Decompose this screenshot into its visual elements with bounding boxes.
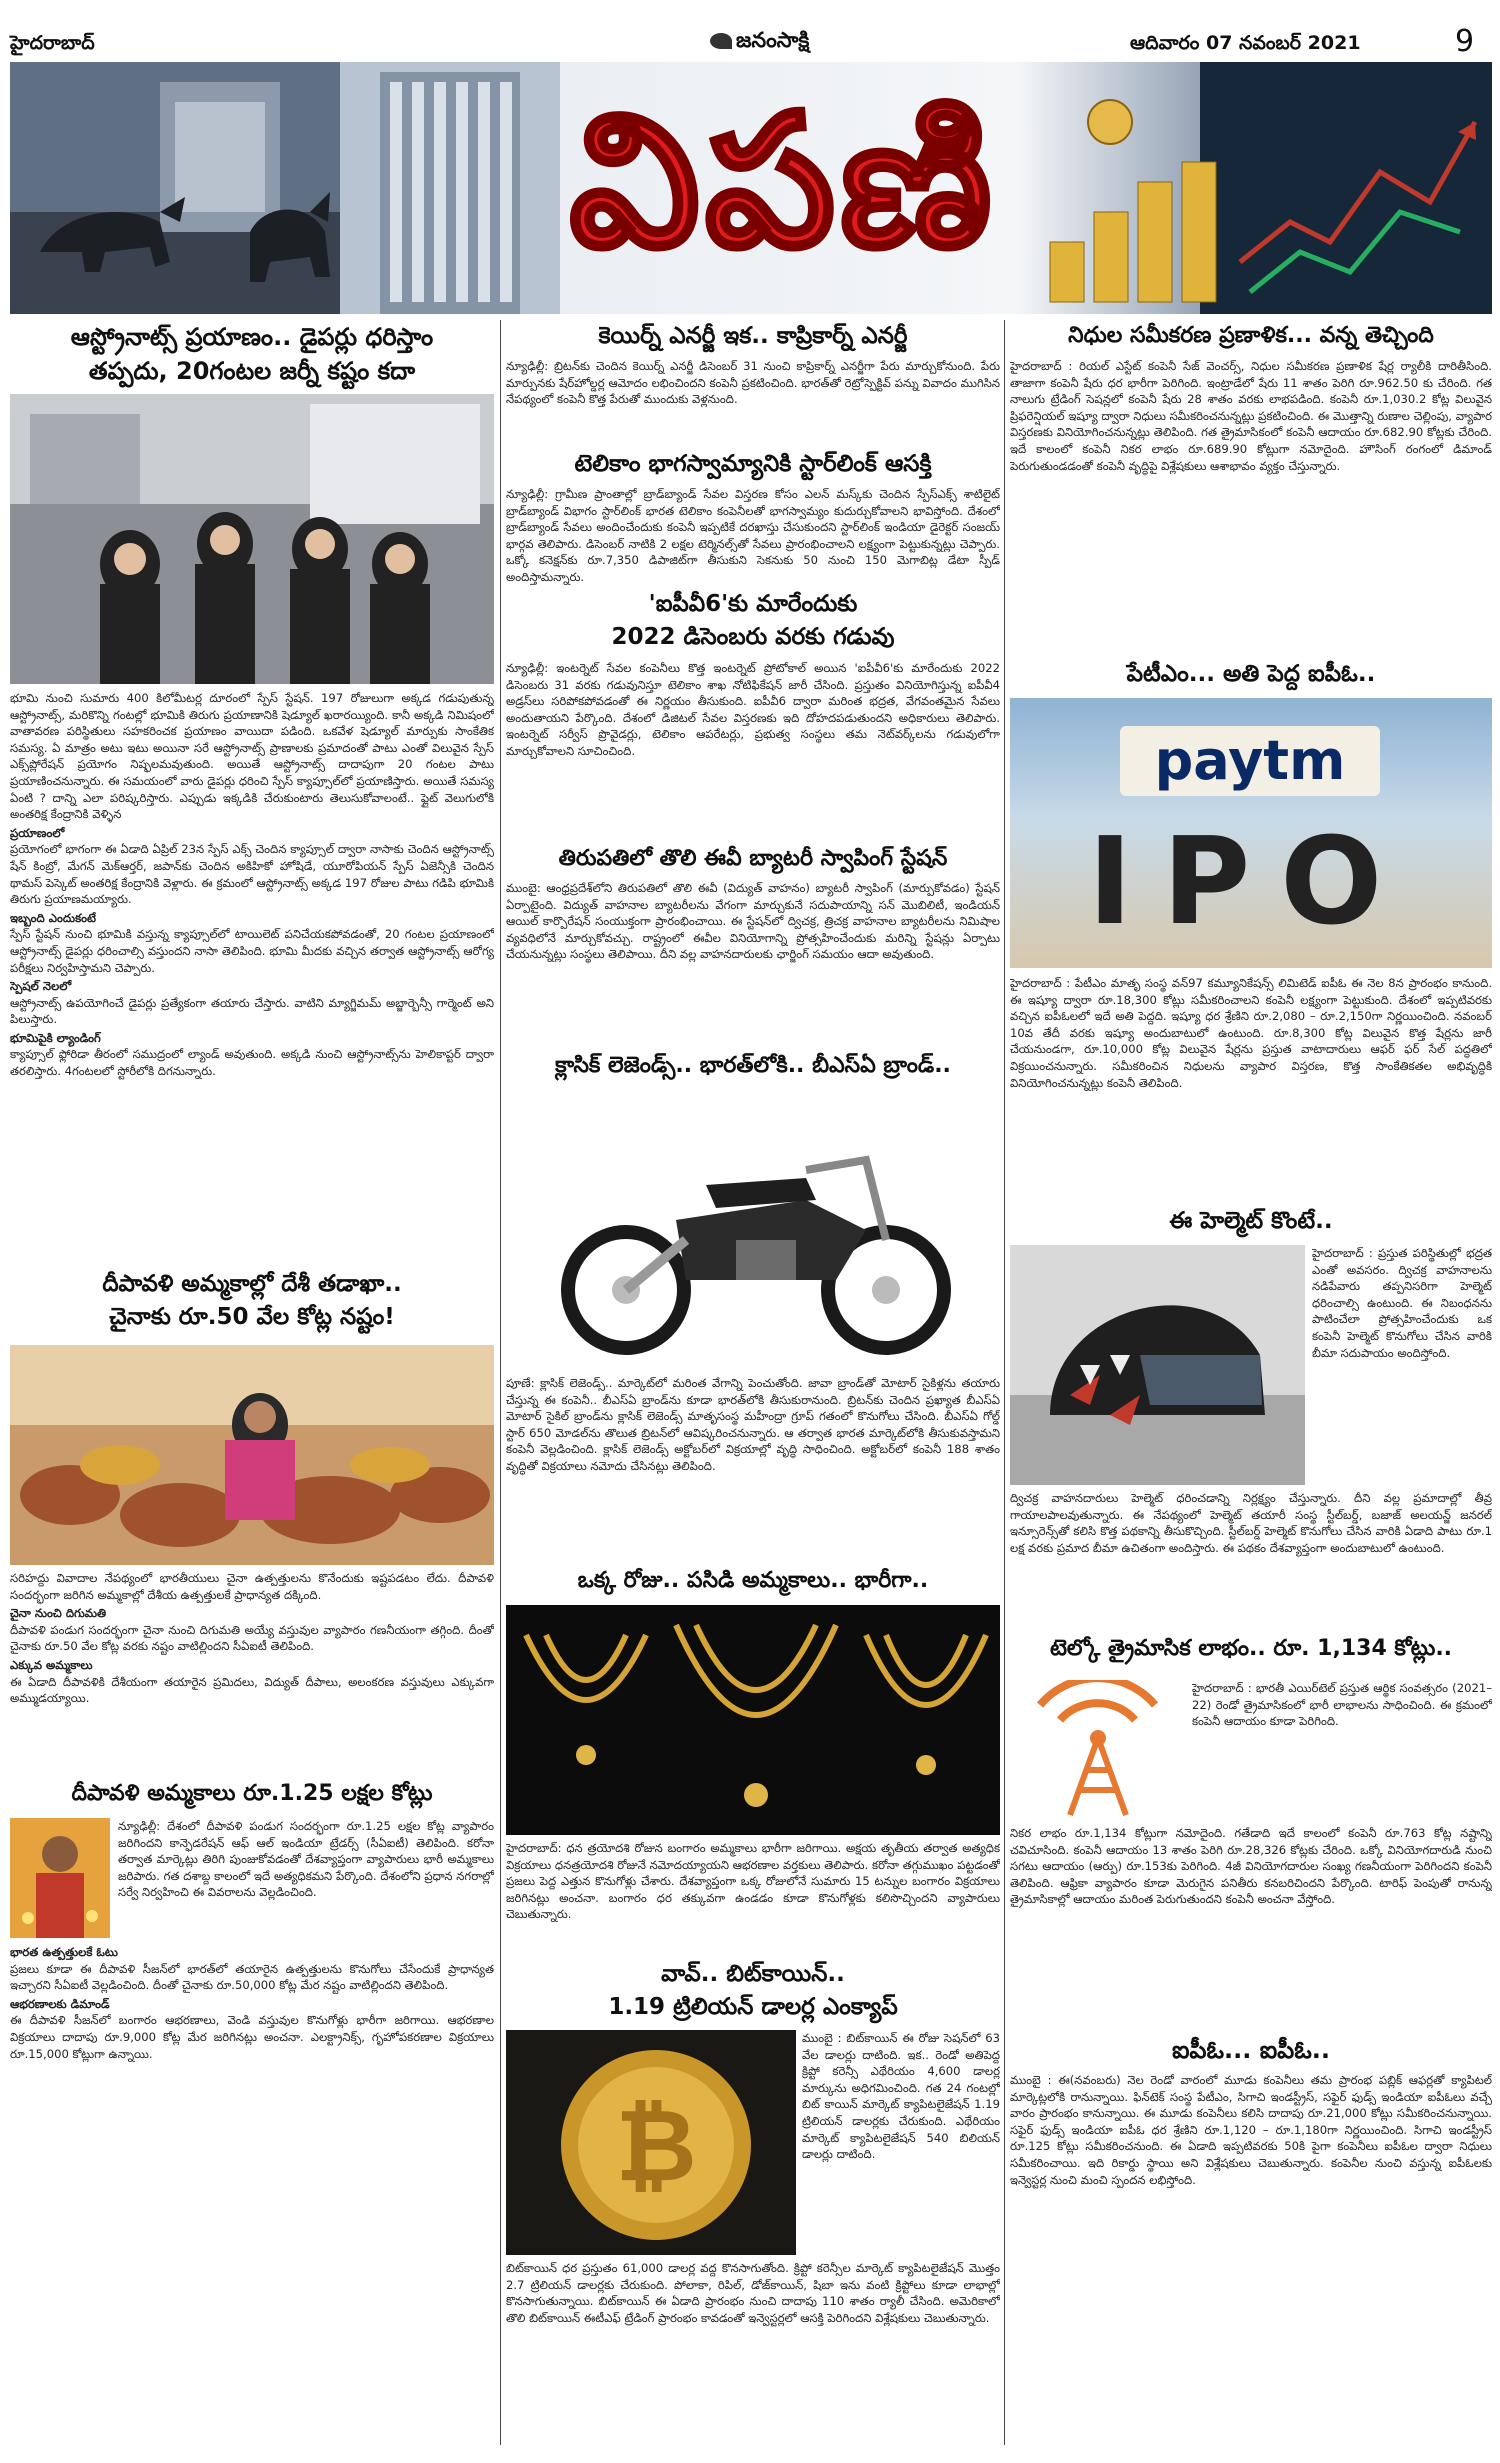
section-title: విపణి (570, 75, 998, 287)
astronauts-subhead-2: ఇబ్బంది ఎందుకంటే (10, 910, 96, 925)
diwali-sales-lead-text: న్యూఢిల్లీ: దేశంలో దీపావళి పండుగ సందర్భంగా రూ.1.25 లక్షల కోట్ల వ్యాపారం జరిగిందని కాన్ఫెడరేషన్‌ ఆఫ్‌ ఆల్‌ ఇండియా ట్రేడర్స్‌ (సీఏఐటీ) తెలిపింది. కరోనా తర్వాత మార్కెట్లు తిరిగి పుంజుకోవడంతో దేశవ్యాప్తంగా వ్యాపారులు భారీ అమ్మకాలు జరిపారు. గత దశాబ్ద కాలంలో ఇదే అత్యధికమని పేర్కొంది. దేశంలోని ప్రధాన నగరాల్లో సర్వే నిర్వహించి ఈ వివరాలను వెల్లడించింది. (118, 1819, 494, 1900)
diwali-lamps-photo (10, 1345, 494, 1565)
astronauts-body-text-4: ఆస్ట్రోనాట్స్‌ ఉపయోగించే డైపర్లు ప్రత్యేకంగా తయారు చేస్తారు. వాటిని మ్యాగ్జిమమ్‌ అబ్జార్బెన్సీ గార్మెంట్‌ అని పిలుస్తారు. (10, 995, 494, 1027)
gold-headline: ఒక్క రోజు.. పసిడి అమ్మకాలు.. భారీగా.. (577, 1568, 929, 1593)
ipv6-headline-1: 'ఐపీవీ6'కు మారేందుకు (648, 591, 858, 617)
astronauts-photo (10, 394, 494, 684)
astronauts-body-text-1: భూమి నుంచి సుమారు 400 కిలోమీటర్ల దూరంలో స్పేస్‌ స్టేషన్‌. 197 రోజులుగా అక్కడ గడుపుతున్న ఆస్ట్రోనాట్స్‌, మరికొన్ని గంటల్లో భూమికి తిరుగు ప్రయాణానికి షెడ్యూల్‌ ఖరారయ్యింది. కానీ అక్కడి నిమిషంలో వాతావరణ పరిస్థితులు సహకరించక ప్రయాణం వాయిదా పడింది. ఒకవేళ షెడ్యూల్‌ మార్పుకు సాంకేతిక సమస్య. ఏ మాత్రం అటు ఇటు అయినా సరే ఆస్ట్రోనాట్స్‌ ప్రాణాలకు ప్రమాదంతో పాటు ఎంతో విలువైన స్పేస్‌ ఎక్స్‌ప్లోరేషన్‌ ప్రయోగం నిష్ఫలమవుతుంది. అయితే ఆస్ట్రోనాట్స్‌ దాదాపుగా 20 గంటల పాటు ప్రయాణించనున్నారు. ఈ సమయంలో వారు డైపర్లు ధరించి స్పేస్‌ క్యాప్సూల్‌లో ప్రయాణిస్తారు. అయితే సమస్య ఏంటి ? దాన్ని ఎలా పరిష్కరిస్తారు. ఎప్పుడు ఇక్కడికి చేరుకుంటారు తెలుసుకోవాలంటే.. ఫ్లైట్‌ వెలుగులోకి అంతరిక్ష కేంద్రానికి వెళ్ళిన (10, 691, 494, 822)
brand-logo-icon (710, 33, 732, 49)
bitcoin-side-body-text: ముంబై : బిట్‌కాయిన్‌ ఈ రోజు సెషన్‌లో 63 వేల డాలర్లు దాటింది. ఇక.. రెండో అతిపెద్ద క్రిప్టో కరెన్సీ ఎథేరియం 4,600 డాలర్ల మార్కును అధిగమించింది. గత 24 గంటల్లో బిట్‌ కాయిన్‌ మార్కెట్‌ క్యాపిటలైజేషన్‌ 1.19 ట్రిలియన్‌ డాలర్లకు చేరుకుంది. ఎథేరియం మార్కెట్‌ క్యాపిటలైజేషన్‌ 540 బిలియన్‌ డాలర్లు దాటింది. (802, 2031, 1000, 2162)
diwali-china-body-text-2: దీపావళి పండుగ సందర్భంగా చైనా నుంచి దిగుమతి అయ్యే వస్తువుల వ్యాపారం గణనీయంగా తగ్గింది. దీంతో చైనాకు రూ.50 వేల కోట్ల వరకు నష్టం వాటిల్లిందని సీఏఐటీ తెలిపింది. (10, 1622, 494, 1654)
bitcoin-side-body (802, 2030, 1000, 2255)
cairn-body (506, 358, 1000, 446)
starlink-body-text: న్యూఢిల్లీ: గ్రామీణ ప్రాంతాల్లో బ్రాడ్‌బ్యాండ్‌ సేవల విస్తరణ కోసం ఎలన్‌ మస్క్‌కు చెందిన స్పేస్‌ఎక్స్‌ శాటిలైట్‌ బ్రాడ్‌బ్యాండ్‌ విభాగం స్టార్‌లింక్‌ భారత టెలికాం కంపెనీలతో భాగస్వామ్యం కుదుర్చుకోవాలని భావిస్తోంది. దేశంలో బ్రాడ్‌బ్యాండ్‌ సేవలు అందించేందుకు కంపెనీ ఇప్పటికే దరఖాస్తు చేసుకుందని స్టార్‌లింక్‌ ఇండియా డైరెక్టర్‌ సంజయ్‌ భార్గవ తెలిపారు. డిసెంబర్‌ నాటికి 2 లక్షల టెర్మినల్స్‌తో సేవలు ప్రారంభించాలని లక్ష్యంగా పెట్టుకున్నట్లు చెప్పారు. ఒక్కో కనెక్షన్‌కు రూ.7,350 డిపాజిట్‌గా తీసుకుని సెకనుకు 50 నుంచి 150 మెగాబిట్ల డేటా స్పీడ్‌ అందిస్తామన్నారు. (506, 487, 1000, 584)
page-number: 9 (1455, 24, 1475, 59)
diwali-woman-photo (10, 1818, 110, 1938)
battery-swap-body-text: ముంబై: ఆంధ్రప్రదేశ్‌లోని తిరుపతిలో తొలి ఈవీ (విద్యుత్‌ వాహనం) బ్యాటరీ స్వాపింగ్‌ (మార్పుకోవడం) స్టేషన్‌ ఏర్పాటైంది. విద్యుత్‌ వాహనాల బ్యాటరీలను వేగంగా మార్చుకునే సదుపాయాన్ని సన్‌ మొబిలిటీ, ఇండియన్‌ ఆయిల్‌ కార్పొరేషన్‌ సంయుక్తంగా ప్రారంభించాయి. ఈ స్టేషన్‌లో ద్విచక్ర, త్రిచక్ర వాహనాల బ్యాటరీలను నిమిషాల వ్యవధిలోనే మార్చుకోవచ్చు. రాష్ట్రంలో ఈవీల వినియోగాన్ని ప్రోత్సహించేందుకు మరిన్ని స్టేషన్లు ఏర్పాటు చేయనున్నట్లు సంస్థలు తెలిపాయి. దీని వల్ల వాహనదారులకు ఛార్జింగ్‌ సమయం ఆదా అవుతుంది. (506, 881, 1000, 962)
ipo-word: IPO (1087, 813, 1413, 952)
astronauts-body (10, 690, 494, 1315)
helmet-body (1010, 1490, 1492, 1630)
astronauts-body-text-2: ప్రయోగంలో భాగంగా ఈ ఏడాది ఏప్రిల్‌ 23న స్పేస్‌ ఎక్స్‌ చెందిన క్యాప్సూల్‌ ద్వారా నాసాకు చెందిన ఆస్ట్రోనాట్స్‌ షేన్‌ కింబ్రో, మేగన్‌ మెక్‌ఆర్తర్‌, జపాన్‌కు చెందిన అకిహికో హోషిడే, యూరోపియన్‌ స్పేస్‌ ఏజెన్సీకి చెందిన థామస్‌ పెస్కెట్‌ అంతరిక్ష కేంద్రానికి వెళ్లారు. ఈ క్రమంలో ఆస్ట్రోనాట్స్‌ అక్కడ 197 రోజుల పాటు గడిపి భూమికి తిరుగు ప్రయాణమయ్యారు. (10, 842, 494, 907)
ipo-body-text: ముంబై : ఈ(నవంబరు) నెల రెండో వారంలో మూడు కంపెనీలు తమ ప్రారంభ పబ్లిక్‌ ఆఫర్లతో క్యాపిటల్‌ మార్కెట్లలోకి రానున్నాయి. ఫిన్‌టెక్‌ సంస్థ పేటీఎం, సిగాచి ఇండస్ట్రీస్‌, సఫైర్‌ ఫుడ్స్‌ ఇండియా ఐపీఓలు వచ్చే వారం ప్రారంభం కానున్నాయి. ఈ మూడు కంపెనీలు కలిసి దాదాపు రూ.21,000 కోట్లు సమీకరించనున్నాయి. సఫైర్‌ ఫుడ్స్‌ ఇండియా ఐపీఓ ధర శ్రేణిని రూ.1,120 – రూ.1,180గా నిర్ణయించింది. సిగాచి ఇండస్ట్రీస్‌ రూ.125 కోట్లు సమీకరించనుంది. ఈ ఏడాది ఇప్పటివరకు 50కి పైగా కంపెనీలు ఐపీఓల ద్వారా నిధులు సమీకరించాయి. ఇది రికార్డు స్థాయి అని విశ్లేషకులు చెబుతున్నారు. కంపెనీల నుంచి వస్తున్న ఐపీఓలకు ఇన్వెస్టర్ల నుంచి మంచి స్పందన లభిస్తోంది. (1010, 2073, 1492, 2187)
astronauts-subhead-3: స్పెషల్‌ నెలలో (10, 979, 72, 994)
bsa-body-text: పూణే: క్లాసిక్‌ లెజెండ్స్‌.. మార్కెట్‌లో మరింత వేగాన్ని పెంచుతోంది. జావా బ్రాండ్‌తో మోటార్‌ సైకిళ్లను తయారు చేస్తున్న ఈ కంపెనీ.. బీఎస్‌ఏ బ్రాండ్‌ను కూడా భారత్‌లోకి తీసుకురానుంది. బ్రిటన్‌కు చెందిన ప్రఖ్యాత బీఎస్‌ఏ మోటార్‌ సైకిల్‌ బ్రాండ్‌ను క్లాసిక్‌ లెజెండ్స్‌ మాతృసంస్థ మహీంద్రా గ్రూప్‌ గతంలో కొనుగోలు చేసింది. బీఎస్‌ఏ గోల్డ్‌ స్టార్‌ 650 మోడల్‌ను తొలుత బ్రిటన్‌లో ఆవిష్కరించనున్నారు. ఆ తర్వాత భారత మార్కెట్‌లోకి తీసుకువస్తామని కంపెనీ వెల్లడించింది. క్లాసిక్‌ లెజెండ్స్‌ అక్టోబర్‌లో విక్రయాల్లో వృద్ధి సాధించింది. అక్టోబర్‌లో కంపెనీ 188 శాతం వృద్ధితో విక్రయాలు నమోదు చేసినట్లు తెలిపింది. (506, 1376, 1000, 1473)
ipo-headline: ఐపీఓ... ఐపీఓ.. (1171, 2036, 1331, 2064)
gold-jewellery-photo (506, 1605, 1000, 1835)
diwali-sales-subhead-2: ఆభరణాలకు డిమాండ్‌ (10, 1996, 110, 2011)
helmet-side-body (1312, 1245, 1492, 1485)
bitcoin-body-text: బిట్‌కాయిన్‌ ధర ప్రస్తుతం 61,000 డాలర్ల వద్ద కొనసాగుతోంది. క్రిప్టో కరెన్సీల మార్కెట్‌ క్యాపిటలైజేషన్‌ మొత్తం 2.7 ట్రిలియన్‌ డాలర్లకు చేరుకుంది. పోలాకా, రిపిల్‌, డోజ్‌కాయిన్‌, షిబా ఇను వంటి క్రిప్టోలు కూడా లాభాల్లో కొనసాగుతున్నాయి. బిట్‌కాయిన్‌ ఈ ఏడాది ప్రారంభం నుంచి దాదాపు 110 శాతం ర్యాలీ చేసింది. అమెరికాలో తొలి బిట్‌కాయిన్‌ ఈటీఎఫ్‌ ట్రేడింగ్‌ ప్రారంభం కావడంతో ఇన్వెస్టర్లలో ఆసక్తి పెరిగిందని విశ్లేషకులు చెబుతున్నారు. (506, 2261, 1000, 2325)
issue-date: ఆదివారం 07 నవంబర్ 2021 (1130, 32, 1361, 54)
bitcoin-headline-2: 1.19 ట్రిలియన్‌ డాలర్ల ఎంక్యాప్‌ (608, 1994, 898, 2020)
helmet-photo (1010, 1245, 1305, 1485)
starlink-headline: టెలికాం భాగస్వామ్యానికి స్టార్‌లింక్‌ ఆసక్తి (574, 451, 932, 477)
diwali-sales-subhead-1: భారత ఉత్పత్తులకే ఓటు (10, 1945, 118, 1959)
astronauts-body-text-5: క్యాప్సూల్‌ ఫ్లోరిడా తీరంలో సముద్రంలో ల్యాండ్‌ అవుతుంది. అక్కడి నుంచి ఆస్ట్రోనాట్స్‌ను హెలికాప్టర్‌ ద్వారా తరలిస్తారు. 4గంటలలో స్టోరీలోకి దిగనున్నారు. (10, 1047, 494, 1079)
astronauts-subhead-4: భూమిపైకి ల్యాండింగ్‌ (10, 1030, 101, 1045)
helmet-headline: ఈ హెల్మెట్‌ కొంటే.. (1169, 1208, 1333, 1234)
coins-chart-illustration (1030, 62, 1492, 314)
bsa-headline: క్లాసిక్‌ లెజెండ్స్‌.. భారత్‌లోకి.. బీఎస్‌ఏ బ్రాండ్‌.. (555, 1053, 951, 1078)
bitcoin-photo (506, 2030, 796, 2255)
ipv6-body-text: న్యూఢిల్లీ: ఇంటర్నెట్‌ సేవల కంపెనీలు కొత్త ఇంటర్నెట్‌ ప్రోటోకాల్‌ అయిన 'ఐపీవీ6'కు మారేందుకు 2022 డిసెంబరు 31 వరకు గడువునిస్తూ టెలికాం శాఖ నోటిఫికేషన్‌ జారీ చేసింది. ప్రస్తుతం వినియోగిస్తున్న ఐపీవీ4 అడ్రస్‌లు సరిపోకపోవడంతో ఈ నిర్ణయం తీసుకుంది. ఐపీవీ6 ద్వారా మరింత భద్రత, వేగవంతమైన సేవలు అందుతాయని పేర్కొంది. దేశంలో డిజిటల్‌ సేవల విస్తరణకు ఇది దోహదపడుతుందని అధికారులు తెలిపారు. ఇంటర్నెట్‌ సర్వీస్‌ ప్రొవైడర్లు, టెలికాం ఆపరేటర్లు, ప్రభుత్వ సంస్థలు తమ నెట్‌వర్క్‌లను గడువులోగా మార్చుకోవాలని సూచించింది. (506, 661, 1000, 758)
newspaper-brand (710, 28, 809, 58)
reliance-body-text: హైదరాబాద్‌ : రియల్‌ ఎస్టేట్‌ కంపెనీ సేజ్‌ వెంచర్స్‌, నిధుల సమీకరణ ప్రణాళిక షేర్ల ర్యాలీకి దారితీసింది. తాజాగా కంపెనీ షేరు ధర భారీగా పెరిగింది. ఇంట్రాడేలో షేరు 11 శాతం పెరిగి రూ.962.50 కు చేరింది. గత నాలుగు ట్రేడింగ్‌ సెషన్లలో కంపెనీ షేరు 28 శాతం వరకు లాభపడింది. కంపెనీ రూ.1,030.2 కోట్ల విలువైన ప్రిఫరెన్షియల్‌ ఇష్యూ ద్వారా నిధులు సమీకరించనున్నట్లు ప్రకటించింది. ఈ మొత్తాన్ని రుణాల చెల్లింపు, వ్యాపార విస్తరణకు వినియోగించనున్నట్లు తెలిపింది. గత త్రైమాసికంలో కంపెనీ ఆదాయం రూ.682.90 కోట్లకు చేరింది. ఇదే కాలంలో కంపెనీ నికర లాభం రూ.689.90 కోట్లుగా నమోదైంది. హౌసింగ్‌ రంగంలో డిమాండ్‌ పెరుగుతుండడంతో కంపెనీ వృద్ధిపై విశ్లేషకులు ఆశాభావం వ్యక్తం చేస్తున్నారు. (1010, 359, 1492, 473)
helmet-side-body-text: హైదరాబాద్‌ : ప్రస్తుత పరిస్థితుల్లో భద్రత ఎంతో అవసరం. ద్విచక్ర వాహనాలను నడిపేవారు తప్పనిసరిగా హెల్మెట్‌ ధరించాల్సి ఉంటుంది. ఈ నిబంధనను పాటించేలా ప్రోత్సహించేందుకు ఒక కంపెనీ హెల్మెట్‌ కొనుగోలు చేసిన వారికి బీమా సదుపాయం అందిస్తోంది. (1312, 1246, 1492, 1360)
diwali-sales-body-text-2: ప్రజలు కూడా ఈ దీపావళి సీజన్‌లో భారత్‌లో తయారైన ఉత్పత్తులను కొనుగోలు చేసేందుకే ప్రాధాన్యత ఇచ్చారని సీఏఐటీ వెల్లడించింది. దీంతో చైనాకు రూ.50,000 కోట్ల మేర నష్టం వాటిల్లిందని తెలిపింది. (10, 1961, 494, 1993)
bitcoin-headline-1: వావ్‌.. బిట్‌కాయిన్‌.. (661, 1961, 845, 1987)
diwali-china-body-text-3: ఈ ఏడాది దీపావళికి దేశీయంగా తయారైన ప్రమిదలు, విద్యుత్‌ దీపాలు, అలంకరణ వస్తువులు ఎక్కువగా అమ్ముడయ్యాయి. (10, 1674, 494, 1706)
diwali-china-headline-2: చైనాకు రూ.50 వేల కోట్ల నష్టం! (109, 1304, 395, 1330)
ipo-body (1010, 2072, 1492, 2442)
cairn-headline: కెయిర్న్‌ ఎనర్జీ ఇక.. కాప్రికార్న్‌ ఎనర్జీ (598, 323, 908, 349)
paytm-headline: పేటీఎం... అతి పెద్ద ఐపీఓ.. (1126, 661, 1376, 687)
diwali-china-subhead-2: ఎక్కువ అమ్మకాలు (10, 1657, 93, 1672)
astronauts-subhead-1: ప్రయాణంలో (10, 825, 65, 840)
bsa-body (506, 1375, 1000, 1560)
diwali-china-headline-1: దీపావళి అమ్మకాల్లో దేశీ తడాఖా.. (102, 1271, 402, 1297)
paytm-body-text: హైదరాబాద్‌ : పేటీఎం మాతృ సంస్థ వన్‌97 కమ్యూనికేషన్స్‌ లిమిటెడ్‌ ఐపీఓ ఈ నెల 8న ప్రారంభం కానుంది. ఈ ఇష్యూ ద్వారా రూ.18,300 కోట్లు సమీకరించాలని కంపెనీ లక్ష్యంగా పెట్టుకుంది. దేశంలో ఇప్పటివరకు వచ్చిన ఐపీఓలలో ఇదే అతి పెద్దది. ఇష్యూ ధర శ్రేణిని రూ.2,080 – రూ.2,150గా నిర్ణయించింది. నవంబర్‌ 10వ తేదీ వరకు ఇష్యూ అందుబాటులో ఉంటుంది. రూ.8,300 కోట్ల విలువైన కొత్త షేర్లను జారీ చేయనుండగా, రూ.10,000 కోట్ల విలువైన షేర్లను ప్రస్తుత వాటాదారులు ఆఫర్‌ ఫర్‌ సేల్‌ పద్ధతిలో విక్రయించనున్నారు. సమీకరించిన నిధులను వ్యాపార విస్తరణ, కొత్త సాంకేతికతల అభివృద్ధికి వినియోగించనున్నట్లు కంపెనీ తెలిపింది. (1010, 976, 1492, 1090)
ipv6-headline-2: 2022 డిసెంబరు వరకు గడువు (611, 624, 895, 650)
gold-body-text: హైదరాబాద్‌: ధన త్రయోదశి రోజున బంగారం అమ్మకాలు భారీగా జరిగాయి. అక్షయ తృతీయ తర్వాత అత్యధిక విక్రయాలు ధనత్రయోదశి రోజునే నమోదయ్యాయని ఆభరణాల వర్తకులు తెలిపారు. కరోనా తగ్గుముఖం పట్టడంతో ప్రజలు పెద్ద ఎత్తున కొనుగోళ్లు చేశారు. దేశవ్యాప్తంగా ఒక్క రోజులోనే సుమారు 15 టన్నుల బంగారం విక్రయాలు జరిగినట్లు అంచనా. బంగారం ధర తక్కువగా ఉండడం కూడా కొనుగోళ్లకు కలిసొచ్చిందని వ్యాపారులు చెబుతున్నారు. (506, 1841, 1000, 1922)
motorcycle-photo (506, 1090, 1000, 1370)
telco-side-body-text: హైదరాబాద్‌ : భారతీ ఎయిర్‌టెల్‌ ప్రస్తుత ఆర్థిక సంవత్సరం (2021–22) రెండో త్రైమాసికంలో భారీ లాభాలను సాధించింది. ఈ క్రమంలో కంపెనీ ఆదాయం కూడా పెరిగింది. (1192, 1681, 1492, 1729)
starlink-body (506, 486, 1000, 586)
battery-swap-headline: తిరుపతిలో తొలి ఈవీ బ్యాటరీ స్వాపింగ్‌ స్టేషన్‌ (558, 846, 948, 871)
telco-headline: టెల్కో త్రైమాసిక లాభం.. రూ. 1,134 కోట్లు.. (1049, 1636, 1453, 1661)
reliance-body (1010, 358, 1492, 653)
diwali-sales-body-text-3: ఈ దీపావళి సీజన్‌లో బంగారం ఆభరణాలు, వెండి వస్తువుల కొనుగోళ్లు భారీగా జరిగాయి. ఆభరణాల విక్రయాలు దాదాపు రూ.9,000 కోట్ల మేర జరిగినట్లు అంచనా. ఎలక్ట్రానిక్స్‌, గృహోపకరణాల విక్రయాలు రూ.15,000 కోట్లుగా ఉన్నాయి. (10, 2013, 494, 2061)
ipv6-body (506, 660, 1000, 840)
cairn-body-text: న్యూఢిల్లీ: బ్రిటన్‌కు చెందిన కెయిర్న్‌ ఎనర్జీ డిసెంబర్‌ 31 నుంచి కాప్రికార్న్‌ ఎనర్జీగా పేరు మార్చుకోనుంది. పేరు మార్పునకు షేర్‌హోల్డర్ల ఆమోదం లభించిందని కంపెనీ ప్రకటించింది. భారత్‌తో రెట్రోస్పెక్టివ్‌ పన్ను వివాదం ముగిసిన నేపథ్యంలో కంపెనీ కొత్త పేరుతో ముందుకు వెళ్లనుంది. (506, 359, 1000, 407)
diwali-sales-lead (118, 1818, 494, 1936)
svg-text:₿: ₿ (615, 2087, 697, 2204)
diwali-china-subhead-1: చైనా నుంచి దిగుమతి (10, 1606, 107, 1621)
reliance-headline: నిధుల సమీకరణ ప్రణాళిక... వన్న తెచ్చింది (1068, 323, 1434, 348)
paytm-ipo-photo (1010, 698, 1492, 968)
dateline-place: హైదరాబాద్ (10, 32, 95, 54)
paytm-logo: paytm (1120, 726, 1380, 796)
brand-name: జనంసాక్షి (736, 28, 810, 52)
diwali-sales-headline: దీపావళి అమ్మకాలు రూ.1.25 లక్షల కోట్లు (71, 1781, 433, 1806)
telecom-tower-icon (1010, 1680, 1185, 1820)
helmet-body-text: ద్విచక్ర వాహనదారులు హెల్మెట్‌ ధరించడాన్ని నిర్లక్ష్యం చేస్తున్నారు. దీని వల్ల ప్రమాదాల్లో తీవ్ర గాయాలపాలవుతున్నారు. ఈ నేపథ్యంలో హెల్మెట్‌ తయారీ సంస్థ స్టీల్‌బర్డ్‌, బజాజ్‌ అలయన్జ్‌ జనరల్‌ ఇన్సూరెన్స్‌తో కలిసి కొత్త పథకాన్ని తీసుకొచ్చింది. స్టీల్‌బర్డ్‌ హెల్మెట్‌ కొనుగోలు చేసిన వారికి ఏడాది పాటు రూ.1 లక్ష వరకు ప్రమాద బీమా ఉచితంగా అందిస్తారు. ఈ పథకం దేశవ్యాప్తంగా అందుబాటులో ఉంటుంది. (1010, 1491, 1492, 1555)
bull-bear-illustration (10, 62, 340, 314)
telco-side-body (1192, 1680, 1492, 1820)
stock-exchange-building (340, 62, 560, 314)
astronauts-headline-2: తప్పదు, 20గంటల జర్నీ కష్టం కదా (88, 357, 416, 385)
gold-body (506, 1840, 1000, 1950)
astronauts-headline-1: ఆస్ట్రోనాట్స్‌ ప్రయాణం.. డైపర్లు ధరిస్తాం (70, 323, 434, 351)
battery-swap-body (506, 880, 1000, 1045)
bitcoin-body (506, 2260, 1000, 2440)
diwali-china-body-text-1: సరిహద్దు వివాదాల నేపథ్యంలో భారతీయులు చైనా ఉత్పత్తులను కొనేందుకు ఇష్టపడటం లేదు. దీపావళి సందర్భంగా జరిగిన అమ్మకాల్లో దేశీయ ఉత్పత్తులకే ప్రాధాన్యత దక్కింది. (10, 1571, 494, 1602)
paytm-body (1010, 975, 1492, 1200)
diwali-china-body (10, 1570, 494, 1775)
astronauts-body-text-3: స్పేస్‌ స్టేషన్‌ నుంచి భూమికి వస్తున్న క్యాప్సూల్‌లో టాయిలెట్‌ పనిచేయకపోవడంతో, 20 గంటల ప్రయాణంలో ఆస్ట్రోనాట్స్‌ డైపర్లు ధరించాల్సి వస్తుందని నాసా తెలిపింది. భూమి మీదకు వచ్చిన తర్వాత ఆస్ట్రోనాట్స్‌ ఆరోగ్య పరీక్షలు నిర్వహిస్తామని చెప్పారు. (10, 927, 494, 975)
diwali-sales-body (10, 1942, 494, 2442)
telco-body-text: నికర లాభం రూ.1,134 కోట్లుగా నమోదైంది. గతేడాది ఇదే కాలంలో కంపెనీ రూ.763 కోట్ల నష్టాన్ని చవిచూసింది. కంపెనీ ఆదాయం 13 శాతం పెరిగి రూ.28,326 కోట్లకు చేరింది. ఒక్కో వినియోగదారుడి నుంచి సగటు ఆదాయం (ఆర్పు) రూ.153కు పెరిగింది. 4జీ వినియోగదారుల సంఖ్య గణనీయంగా పెరిగిందని కంపెనీ తెలిపింది. ఆఫ్రికా వ్యాపారం కూడా మెరుగైన పనితీరు కనబరిచిందని పేర్కొంది. టారిఫ్‌ పెంపుతో రానున్న త్రైమాసికాల్లో ఆదాయం మరింత పెరుగుతుందని కంపెనీ అంచనా వేస్తోంది. (1010, 1826, 1492, 1907)
section-masthead (10, 62, 1492, 314)
telco-body (1010, 1825, 1492, 2025)
